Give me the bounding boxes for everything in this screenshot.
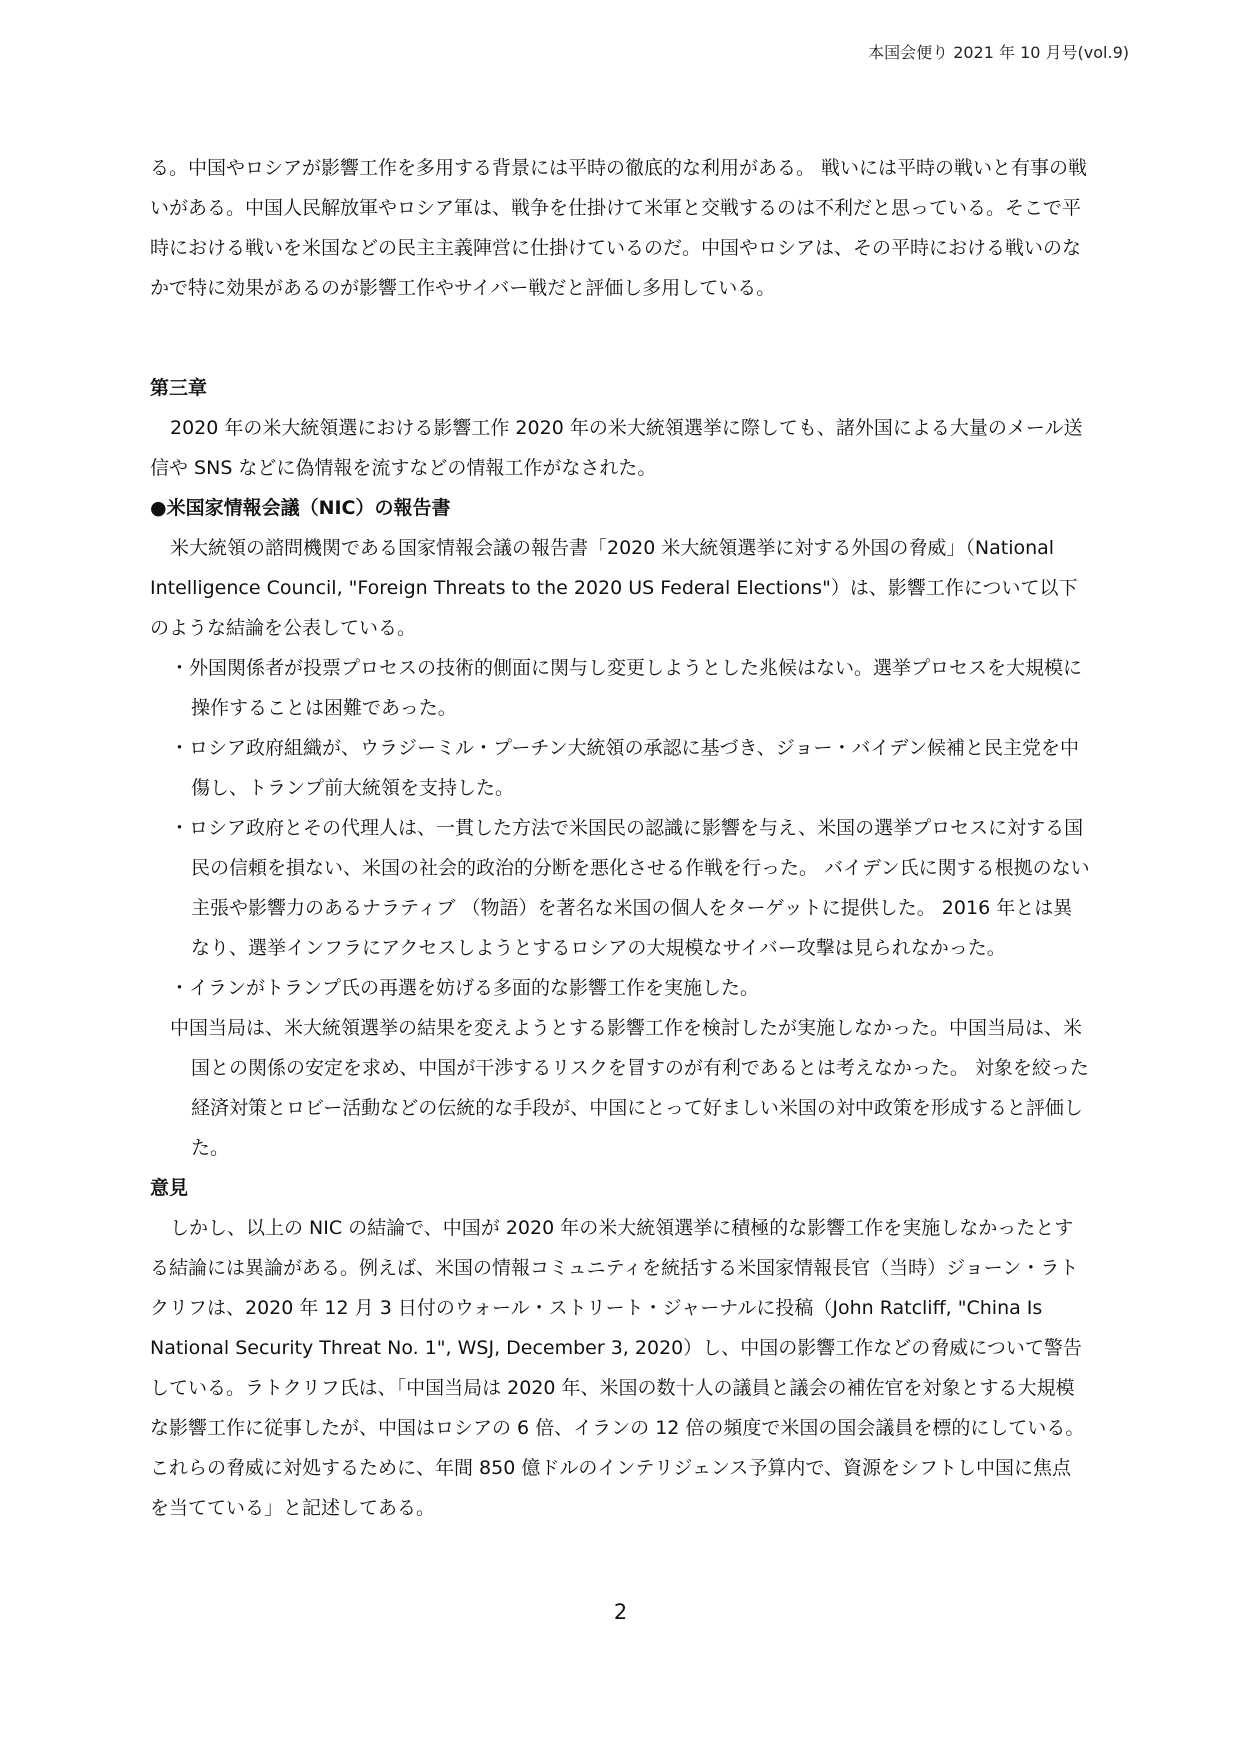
chapter-heading: 第三章 — [150, 377, 208, 399]
nic-report-heading: ●米国家情報会議（NIC）の報告書 — [150, 497, 451, 519]
list-item: ・外国関係者が投票プロセスの技術的側面に関与し変更しようとした兆候はない。選挙プロセスを大規模に操作することは困難であった。 — [170, 657, 1083, 719]
section-spacer — [150, 308, 1090, 368]
document-body — [150, 148, 1090, 1528]
opinion-paragraph: しかし、以上の NIC の結論で、中国が 2020 年の米大統領選挙に積極的な影響工作を実施しなかったとする結論には異論がある。例えば、米国の情報コミュニティを統括する米国家情報長官（当時）ジョーン・ラトクリフは、2020 年 12 月 3 日付のウォール・ストリート・ジャーナルに投稿（John Ratcliff, "China Is National Security Threat No. 1", WSJ, December 3, 2020）し、中国の影響工作などの脅威について警告している。ラトクリフ氏は、「中国当局は 2020 年、米国の数十人の議員と議会の補佐官を対象とする大規模な影響工作に従事したが、中国はロシアの 6 倍、イランの 12 倍の頻度で米国の国会議員を標的にしている。これらの脅威に対処するために、年間 850 億ドルのインテリジェンス予算内で、資源をシフトし中国に焦点を当てている」と記述してある。 — [150, 1217, 1085, 1519]
opinion-heading: 意見 — [150, 1177, 189, 1199]
list-item: ・ロシア政府とその代理人は、一貫した方法で米国民の認識に影響を与え、米国の選挙プロセスに対する国民の信頼を損ない、米国の社会的政治的分断を悪化させる作戦を行った。 バイデン氏に関する根拠のない主張や影響力のあるナラティブ （物語）を著名な米国の個人をターゲットに提供した。 2016 年とは異なり、選挙インフラにアクセスしようとするロシアの大規模なサイバー攻撃は見られなかった。 — [170, 817, 1090, 959]
nic-conclusions-list — [150, 648, 1090, 1008]
chapter-paragraph: 2020 年の米大統領選における影響工作 2020 年の米大統領選挙に際しても、諸外国による大量のメール送信や SNS などに偽情報を流すなどの情報工作がなされた。 — [150, 417, 1083, 479]
page-number: 2 — [613, 1600, 628, 1624]
china-assessment-paragraph: 中国当局は、米大統領選挙の結果を変えようとする影響工作を検討したが実施しなかった。中国当局は、米国との関係の安定を求め、中国が干渉するリスクを冒すのが有利であるとは考えなかった。 対象を絞った経済対策とロビー活動などの伝統的な手段が、中国にとって好ましい米国の対中政策を形成すると評価した。 — [170, 1017, 1089, 1159]
nic-report-paragraph: 米大統領の諮問機関である国家情報会議の報告書「2020 米大統領選挙に対する外国の脅威」（National Intelligence Council, "Foreign Threats to the 2020 US Federal Elections"）は、影響工作について以下のような結論を公表している。 — [150, 537, 1078, 639]
page-header-issue: 本国会便り 2021 年 10 月号(vol.9) — [868, 43, 1129, 62]
intro-paragraph: る。中国やロシアが影響工作を多用する背景には平時の徹底的な利用がある。 戦いには平時の戦いと有事の戦いがある。中国人民解放軍やロシア軍は、戦争を仕掛けて米軍と交戦するのは不利だと思っている。そこで平時における戦いを米国などの民主主義陣営に仕掛けているのだ。中国やロシアは、その平時における戦いのなかで特に効果があるのが影響工作やサイバー戦だと評価し多用している。 — [150, 157, 1088, 299]
list-item: ・イランがトランプ氏の再選を妨げる多面的な影響工作を実施した。 — [170, 977, 760, 999]
list-item: ・ロシア政府組織が、ウラジーミル・プーチン大統領の承認に基づき、ジョー・バイデン候補と民主党を中傷し、トランプ前大統領を支持した。 — [170, 737, 1079, 799]
